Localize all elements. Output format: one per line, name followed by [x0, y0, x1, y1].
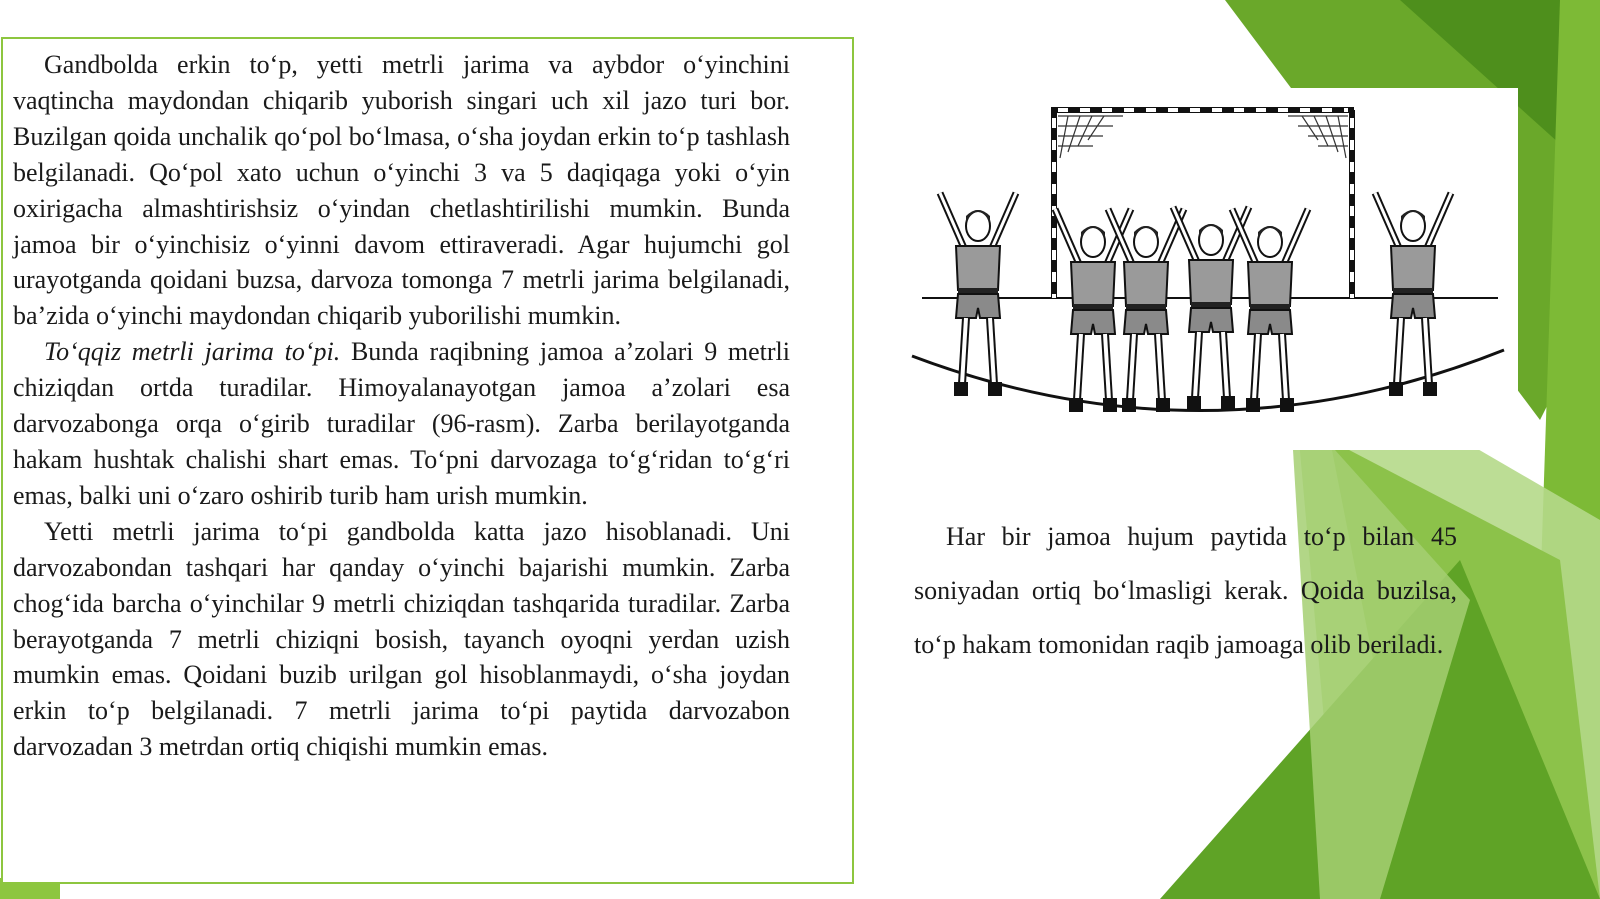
- nine-meter-throw-heading: To‘qqiz metrli jarima to‘pi.: [44, 337, 341, 367]
- handball-wall-players-icon: [908, 88, 1518, 450]
- paragraph-seven-meter-throw: Yetti metrli jarima to‘pi gandbolda katta jazo hisoblanadi. Uni darvozabondan tashqari har qanday o‘yinchi bajarishi mumkin. Zarba chog‘ida barcha o‘yinchilar 9 metrli chiziqdan tashqarida turadilar. Zarba berayotganda 7 metrli chiziqni bosish, tayanch oyoqni yerdan uzish mumkin emas. Qoidani buzib urilgan gol hisoblanmaydi, o‘sha joydan erkin to‘p belgilanadi. 7 metrli jarima to‘pi paytida darvozabon darvozadan 3 metrdan ortiq chiqishi mumkin emas.: [13, 516, 790, 762]
- possession-rule-text: Har bir jamoa hujum paytida to‘p bilan 45 soniyadan ortiq bo‘lmasligi kerak. Qoida buzilsa, to‘p hakam tomonidan raqib jamoaga olib beriladi.: [914, 522, 1457, 659]
- handball-wall-illustration: [908, 88, 1518, 450]
- paragraph-penalties-intro: Gandbolda erkin to‘p, yetti metrli jarima va aybdor o‘yinchini vaqtincha maydondan chiqarib yuborish singari uch xil jazo turi bor. Buzilgan qoida unchalik qo‘pol bo‘lmasa, o‘sha joydan erkin to‘p tashlash belgilanadi. Qo‘pol xato uchun o‘yinchi 3 va 5 daqiqaga yoki o‘yin oxirigacha almashtirishsiz o‘yindan chetlashtirilishi mumkin. Bunda jamoa bir o‘yinchisiz o‘yinni davom ettiraveradi. Agar hujumchi gol urayotganda qoidani buzsa, darvoza tomonga 7 metrli jarima belgilanadi, ba’zida o‘yinchi maydondan chiqarib yuborilishi mumkin.: [13, 50, 790, 331]
- nine-meter-throw-body: Bunda raqibning jamoa a’zolari 9 metrli chiziqdan ortda turadilar. Himoyalanayotgan jamoa a’zolari esa darvozabonga orqa o‘girib turadilar (96-rasm). Zarba berilayotganda hakam hushtak chalishi shart emas. To‘pni darvozaga to‘g‘ridan to‘g‘ri emas, balki uni o‘zaro oshirib turib ham urish mumkin.: [13, 337, 790, 510]
- paragraph-nine-meter-throw: [13, 334, 790, 514]
- main-text-box: [1, 37, 854, 884]
